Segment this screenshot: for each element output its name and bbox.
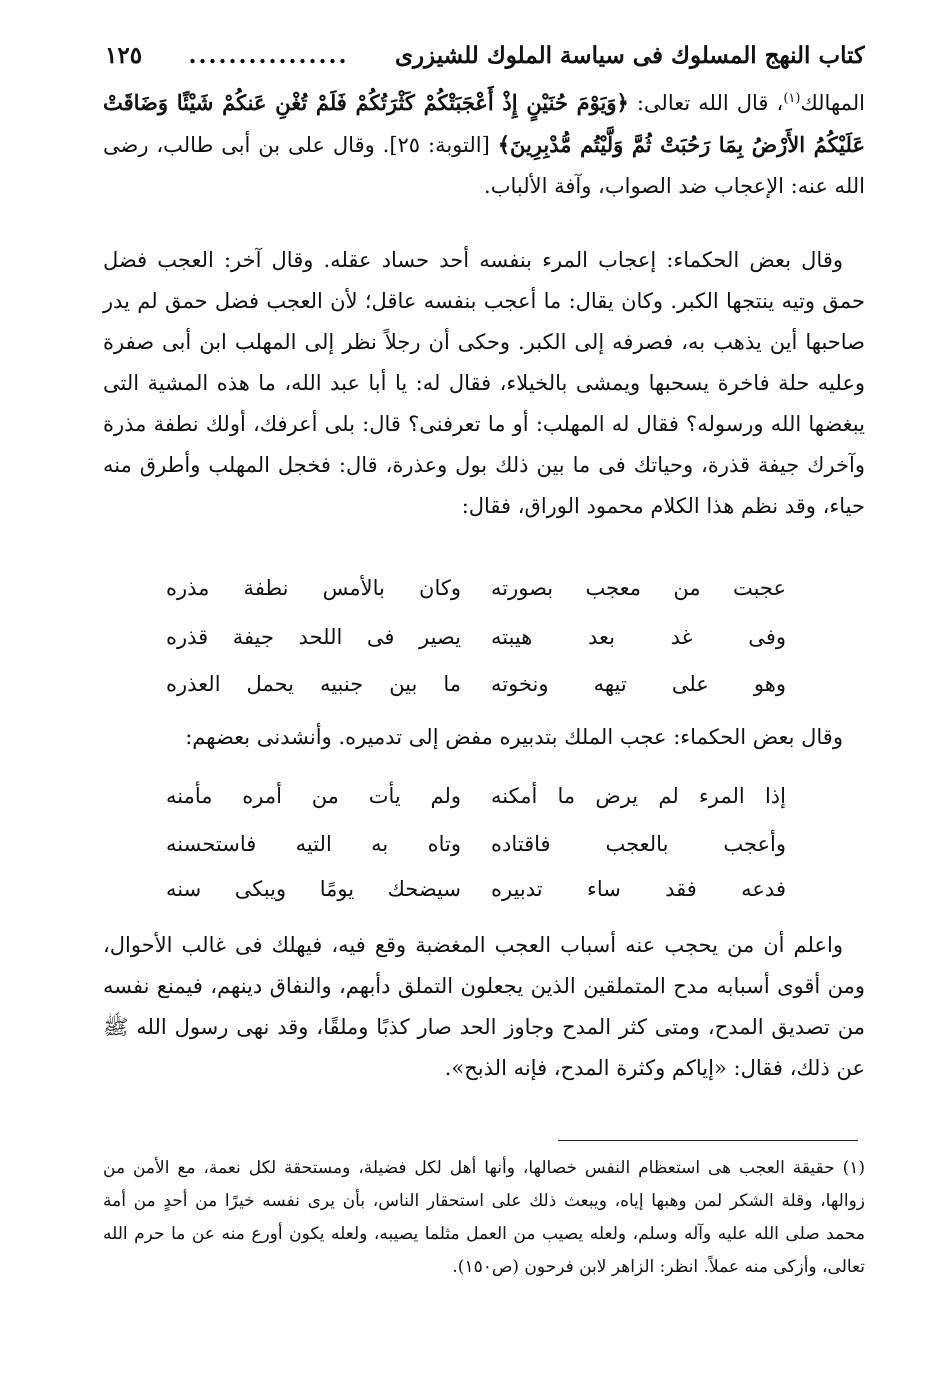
footnote-1: (١) حقيقة العجب هى استعظام النفس خصالها، وأنها أهل لكل فضيلة، ومستحقة لكل نعمة، مع الأمن من زوالها، وقلة الشكر لمن وهبها إياه، ويبعث ذلك على استحقار الناس، بأن يرى نفسه خيرًا من أحدٍ من أمة محمد صلى الله عليه وآله وسلم، ولعله يصيب من العمل مثلما يصيبه، ولعله يكون أورع منه عن ما حرم الله تعالى، وأزكى منه عملاً. انظر: الزاهر لابن فرحون (ص١٥٠). — [103, 1158, 865, 1277]
paragraph-3: وقال بعض الحكماء: عجب الملك بتدبيره مفض إلى تدميره. وأنشدنى بعضهم: — [185, 725, 843, 749]
paragraph-4: واعلم أن من يحجب عنه أسباب العجب المغضبة وقع فيه، فيهلك فى غالب الأحوال، ومن أقوى أسبابه مدح المتملقين الذين يجعلون التملق دأبهم، والنفاق دينهم، فيمنع نفسه من تصديق المدح، ومتى كثر المدح وجاوز الحد صار كذبًا وملقًا، وقد نهى رسول الله ﷺ عن ذلك، فقال: «إياكم وكثرة المدح، فإنه الذبح». — [103, 933, 865, 1080]
footnote-separator — [558, 1140, 858, 1141]
hemistich-first: وهو على تيهه ونخوته — [491, 672, 786, 696]
paragraph-1-tail: [التوبة: ٢٥]. وقال على بن أبى طالب، رضى الله عنه: الإعجاب ضد الصواب، وآفة الألباب. — [103, 133, 865, 198]
quran-verse: ﴿وَيَوْمَ حُنَيْنٍ إِذْ أَعْجَبَتْكُمْ كَثْرَتُكُمْ فَلَمْ تُغْنِ عَنكُمْ شَيْئًا وَضَاقَتْ عَلَيْكُمُ الأَرْضُ بِمَا رَحُبَتْ ثُمَّ وَلَّيْتُم مُّدْبِرِينَ﴾ — [103, 90, 866, 157]
book-title: كتاب النهج المسلوك فى سياسة الملوك للشيزرى — [394, 42, 865, 69]
hemistich-first: عجبت من معجب بصورته — [491, 576, 786, 600]
hemistich-second: وكان بالأمس نطفة مذره — [166, 576, 461, 600]
hemistich-first: إذا المرء لم يرض ما أمكنه — [491, 784, 786, 808]
header-dot-leader: ................ — [188, 42, 349, 69]
poem-1-verse-1 — [166, 568, 786, 608]
hemistich-second: ما بين جنبيه يحمل العذره — [166, 672, 461, 696]
hemistich-first: فدعه فقد ساء تدبيره — [491, 877, 786, 901]
hemistich-second: سيضحك يومًا ويبكى سنه — [166, 877, 461, 901]
paragraph-1 — [103, 82, 865, 207]
hemistich-second: وتاه به التيه فاستحسنه — [166, 832, 461, 856]
page-number: ١٢٥ — [105, 42, 143, 69]
paragraph-2: وقال بعض الحكماء: إعجاب المرء بنفسه أحد حساد عقله. وقال آخر: العجب فضل حمق وتيه ينتجها الكبر. وكان يقال: ما أعجب بنفسه عاقل؛ لأن العجب فضل حمق لم يدر صاحبها أين يذهب به، فصرفه إلى الكبر. وحكى أن رجلاً نظر إلى المهلب ابن أبى صفرة وعليه حلة فاخرة يسحبها ويمشى بالخيلاء، فقال له: يا أبا عبد الله، ما هذه المشية التى يبغضها الله ورسوله؟ فقال له المهلب: أو ما تعرفنى؟ قال: بلى أعرفك، أولك نطفة مذرة وآخرك جيفة قذرة، وحياتك فى ما بين ذلك بول وعذرة، قال: فخجل المهلب وأطرق منه حياء، وقد نظم هذا الكلام محمود الوراق، فقال: — [103, 248, 865, 518]
poem-1-verse-3 — [166, 664, 786, 704]
hemistich-first: وفى غد بعد هيبته — [491, 625, 786, 649]
running-header — [105, 42, 865, 69]
poem-2-verse-3 — [166, 869, 786, 909]
poem-2-verse-2 — [166, 824, 786, 864]
footnote-reference: (١) — [783, 91, 801, 106]
poem-1-verse-2 — [166, 617, 786, 657]
paragraph-1-lead: المهالك — [800, 91, 866, 115]
hemistich-first: وأعجب بالعجب فاقتاده — [491, 832, 786, 856]
poem-2-verse-1 — [166, 776, 786, 816]
paragraph-1-intro: ، قال الله تعالى: — [628, 91, 784, 115]
hemistich-second: ولم يأت من أمره مأمنه — [166, 784, 461, 808]
hemistich-second: يصير فى اللحد جيفة قذره — [166, 625, 461, 649]
